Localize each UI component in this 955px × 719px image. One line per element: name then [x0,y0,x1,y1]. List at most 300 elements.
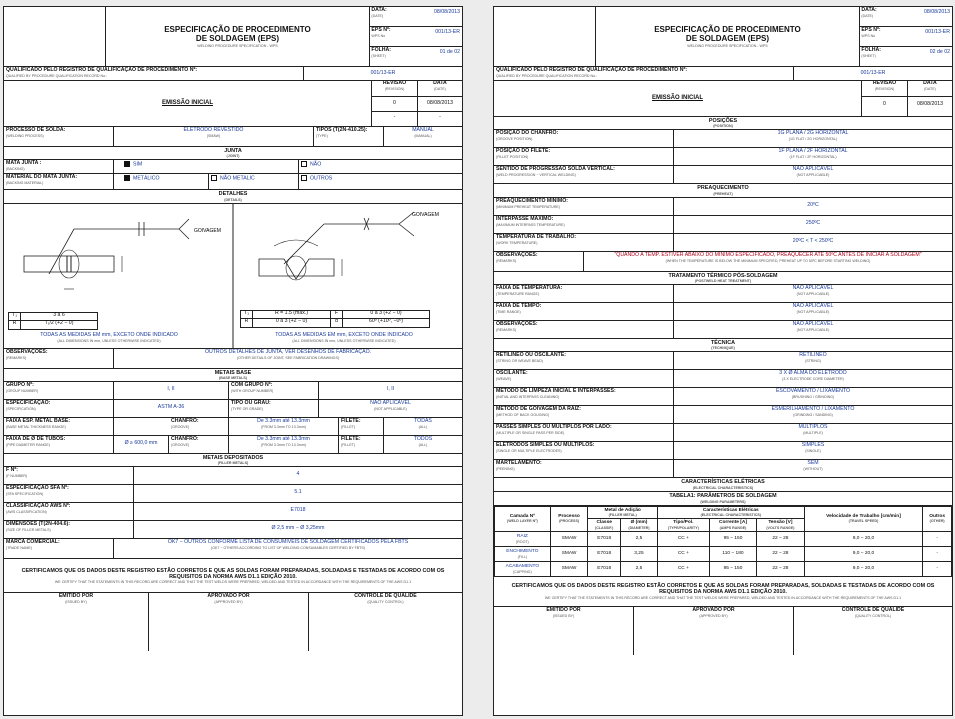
groove-value: De 3.3mm até 13.3mm [257,417,310,424]
aws-class-label: CLASSIFICAÇÃO AWS Nº: [6,503,71,510]
revision-date-label-2: DATA [923,81,937,86]
quality-control-sub-2: (QUALITY CONTROL) [854,613,892,618]
eps-value-2: 001/13-ER [925,29,950,35]
table-row [495,561,952,576]
metallic-label: METÁLICO [133,175,160,182]
backing-material-row [4,174,462,190]
passes-sub: (MULTIPLE OR SINGLE PASS PER SIDE) [496,431,565,436]
th-diameter-label: Ø (mm) [630,520,648,526]
size-value: Ø 2,5 mm − Ø 3,25mm [271,525,325,532]
specification-row [4,400,462,418]
trade-name-value: OK7 − OUTROS CONFORME LISTA DE CONSUMÍVEIS DE SOLDAGEM CERTIFICADOS PELA FBTS [167,539,409,546]
pwht-remarks-sub: (REMARKS) [496,327,517,332]
left-dim-t1-label: T₁ [9,313,21,320]
section-base-metals-title: METAIS BASE [214,369,252,376]
revision-value-2: 0 [883,101,886,107]
preheat-remarks-row [494,252,952,272]
title-line-1: ESPECIFICAÇÃO DE PROCEDIMENTO [164,24,311,34]
types-value-sub: (MANUAL) [414,133,432,138]
groove-label: CHANFRO: [171,417,199,424]
cell-layer [495,546,551,561]
date-label: DATA: [371,7,387,13]
right-dim-alpha-value: 60º (+10º, −0º) [369,317,403,324]
table-title-sub: (WELDING PARAMETERS) [700,499,746,504]
time-range-sub: (TIME RANGE) [496,309,521,314]
section-preheat-title: PREAQUECIMENTO [697,185,749,192]
section-joint-sub: (JOINT) [226,154,240,159]
groove-position-value-sub: (1G FLAT / 2G HORIZONTAL) [788,137,838,142]
specification-sub: (SPECIFICATION) [6,406,36,411]
quality-control-label: CONTROLE DE QUALIDE [354,593,417,600]
section-details-title: DETALHES [218,191,248,198]
cleaning-value: ESCOVAMENTO / LIXAMENTO [775,388,851,395]
eps-value: 001/13-ER [435,29,460,35]
header-meta-2 [860,7,952,66]
fillet-value: TODAS [414,417,432,424]
types-sub: (TYPE) [316,133,328,138]
certification-text-2: CERTIFICAMOS QUE OS DADOS DESTE REGISTRO ESTÃO CORRETOS E QUE AS SOLDAS FORAM PREPARADAS, SOLDADAS E TESTADAS DE ACORDO COM OS REQUISITOS DA NORMA AWS D1.1 EDIÇÃO 2010. [511,583,935,596]
th-speed-sub: (TRAVEL SPEED) [848,519,879,524]
sheet-label: FOLHA: [371,47,391,53]
revision-dash: - [393,114,396,120]
pwht-remarks-value-sub: (NOT APPLICABLE) [796,327,830,332]
trade-name-sub: (TRADE NAME) [6,546,32,551]
table-title-text: TABELA1: PARÂMETROS DE SOLDAGEM [669,493,777,500]
section-positions-sub: (POSITION) [713,124,733,129]
cell-polarity: CC + [657,531,709,546]
process-sub: (WELDING PROCESS) [6,133,44,138]
preheat-remarks-value-sub: (WHEN THE TEMPERATURE IS BELOW THE MINIMUM SPECIFIED, PREHEAT UP TO 50ºC BEFORE STARTING WELDING) [665,258,871,263]
backing-material-sub: (BACKING MATERIAL) [6,181,44,186]
pwht-remarks-label: OBSERVAÇÕES: [496,320,538,327]
joint-remarks-label: OBSERVAÇÕES: [6,348,48,355]
section-joint [4,147,462,160]
section-filler-metals-sub: (FILLER METALS) [217,461,249,466]
title-line-1-2: ESPECIFICAÇÃO DE PROCEDIMENTO [654,24,801,34]
svg-text:GOIVAGEM: GOIVAGEM [194,227,221,234]
peening-row [494,460,952,478]
qualified-row-2 [494,67,952,81]
cell-current: 110 − 180 [709,546,756,561]
grade-label: TIPO OU GRAU: [231,399,271,406]
trade-name-row [4,539,462,559]
right-dim-note [254,333,434,343]
cell-voltage: 22 − 28 [757,531,805,546]
electrodes-label: ELETRODOS SIMPLES OU MÚLTIPLOS: [496,442,595,449]
pipe-groove-value: De 3.3mm até 13.3mm [257,435,310,442]
min-preheat-row [494,198,952,216]
left-dim-note-text: TODAS AS MEDIDAS EM mm, EXCETO ONDE INDICADO [40,331,178,338]
progression-row [494,166,952,184]
interpass-row [494,216,952,234]
pipe-label: FAIXA DE Ø DE TUBOS: [6,435,66,442]
temp-range-value-sub: (NOT APPLICABLE) [796,291,830,296]
cell-diameter: 2,5 [621,531,658,546]
cell-other: - [923,561,952,576]
interpass-value: 250ºC [805,219,821,226]
cell-current: 95 − 150 [709,561,756,576]
revision-date-dash: - [439,114,441,120]
section-filler-metals-title: METAIS DEPOSITADOS [202,454,264,461]
th-class-sub: (CLASSIF.) [595,525,614,530]
section-electrical-sub: (ELECTRICAL CHARACTERISTICS) [692,485,754,490]
certification-sub: WE CERTIFY THAT THE STATEMENTS IN THIS RECORD ARE CORRECT AND THAT THE TEST WELDS WERE PREPARED, WELDED AND TESTED IN ACCORDANCE WITH THE REQUIREMENTS OF THE AWS D1.1 [54,579,412,584]
groove-position-value: 1G PLANA / 2G HORIZONTAL [777,130,849,137]
joint-remarks-row [4,349,462,369]
section-pwht [494,272,952,285]
backing-sub: (BACKING) [6,167,25,172]
pipe-sub: (PIPE DIAMETER RANGE) [6,442,50,447]
groove-position-row [494,130,952,148]
date-value-2: 08/08/2013 [924,9,950,15]
fillet-value-sub: (ALL) [418,424,428,429]
fillet-position-sub: (FILLET POSITION) [496,155,529,160]
cell-diameter: 2,5 [621,561,658,576]
revision-block [4,81,462,127]
eps-sub: WPS No [371,33,386,38]
fillet-label: FILETE: [341,417,361,424]
th-filler-sub: (FILLER METAL) [608,513,637,518]
sfa-value: 5.1 [294,489,302,496]
th-voltage [757,519,805,532]
approved-by-sub-2: (APPROVED BY) [699,613,728,618]
th-electrical [657,506,804,519]
section-filler-metals [4,454,462,467]
weave-sub: (WEAVE) [496,377,512,382]
thickness-row [4,418,462,436]
eps-label: EPS Nº: [371,27,391,33]
time-range-value-sub: (NOT APPLICABLE) [796,309,830,314]
revision-sub: (REVISION) [384,86,405,91]
title-line-2: DE SOLDAGEM (EPS) [195,34,280,44]
date-label-2: DATA: [861,7,877,13]
eps-sub-2: WPS No [861,33,876,38]
cell-voltage: 22 − 28 [757,546,805,561]
table-title [494,492,952,505]
progression-label: SENTIDO DE PROGRESSÃO SOLDA VERTICAL: [496,166,615,173]
non-metallic-label: NÃO METALIC [220,175,255,182]
th-electrical-sub: (ELECTRICAL CHARACTERISTICS) [700,513,762,518]
group-sub: (GROUP NUMBER) [6,388,39,393]
pwht-remarks-row [494,321,952,339]
logo-area [4,7,106,66]
grade-sub: (TYPE OR GRADE) [231,406,263,411]
qualified-value: 001/13-ER [370,70,396,76]
types-value: MANUAL [412,127,434,133]
fillet-position-value-sub: (1F FLAT / 2F HORIZONTAL) [789,155,837,160]
groove-sub: (GROOVE) [171,424,190,429]
gouging-sub: (METHOD OF BACK GOUGING) [496,413,550,418]
right-dim-note-sub: (ALL DIMENSIONS IN mm, UNLESS OTHERWISE INDICATED) [292,338,396,343]
quality-control-label-2: CONTROLE DE QUALIDE [841,606,905,613]
quality-control-sub: (QUALITY CONTROL) [367,600,404,605]
time-range-row [494,303,952,321]
cell-layer-sub: (CAPPING) [513,569,532,574]
backing-material-label: MATERIAL DO MATA JUNTA: [6,174,78,181]
pipe-fillet-sub: (FILLET) [341,442,356,447]
pipe-fillet-value: TODOS [413,435,433,442]
temp-range-label: FAIXA DE TEMPERATURA: [496,284,563,291]
specification-value: ASTM A-36 [114,400,229,417]
th-process-label: Processo [558,513,580,519]
right-dim-t1-label: T₁ [241,311,253,318]
section-technique-title: TÉCNICA [711,339,735,346]
process-label: PROCESSO DE SOLDA: [6,127,66,133]
th-layer [495,506,551,531]
work-temp-row [494,234,952,252]
qualified-value-2: 001/13-ER [860,70,886,76]
string-row [494,352,952,370]
gouging-value-sub: (GRINDING / SANDING) [793,413,833,418]
logo-area-2 [494,7,596,66]
th-polarity-label: Tipo/Pol. [673,520,694,526]
left-dim-note [24,333,194,343]
right-dim-r-value: 0 a 3 (+2 − 0) [253,319,331,327]
th-voltage-sub: (VOLTS RANGE) [766,525,795,530]
gouging-row [494,406,952,424]
interpass-sub: (MAXIMUM INTERPASS TEMPERATURE) [496,222,565,227]
cell-diameter: 3,25 [621,546,658,561]
section-details [4,190,462,203]
backing-row [4,160,462,174]
section-electrical [494,478,952,492]
left-dim-table [8,312,98,330]
cell-process: SMAW [550,561,588,576]
work-temp-sub: (WORK TEMPERATURE) [496,240,538,245]
types-label: TIPOS (T(2N-410.25): [316,127,368,133]
backing-yes-label: SIM [133,161,143,168]
thickness-sub: (BASE METAL THICKNESS RANGE) [6,424,66,429]
th-current-label: Corrente [A] [718,520,747,526]
issued-by-sub-2: (ISSUED BY) [552,613,575,618]
preheat-remarks-label: OBSERVAÇÕES: [496,251,538,258]
header [4,7,462,67]
groove-position-label: POSIÇÃO DO CHANFRO: [496,130,559,137]
cell-speed: 9,0 − 20,0 [804,561,923,576]
sheet-sub: (SHEET) [371,53,386,58]
fnumber-sub: (F NUMBER) [6,474,28,479]
right-dim-table [240,310,430,328]
title-sub: WELDING PROCEDURE SPECIFICATION - WPS [197,44,278,49]
process-row [4,127,462,147]
cleaning-value-sub: (BRUSHING / GRINDING) [791,395,835,400]
cell-voltage: 22 − 28 [757,561,805,576]
with-group-value: I, II [386,385,395,392]
th-speed-label: Velocidade de Trabalho [cm/min] [826,513,901,519]
th-class-label: Classe [596,520,612,526]
th-diameter [621,519,658,532]
non-metallic-checkbox[interactable] [211,175,217,181]
section-details-sub: (DETAILS) [224,197,242,202]
issued-by-sub: (ISSUED BY) [65,600,87,605]
cleaning-label: MÉTODO DE LIMPEZA INICIAL E INTERPASSES: [496,388,616,395]
date-value: 08/08/2013 [434,9,460,15]
th-process-sub: (PROCESS) [559,519,580,524]
cell-other: - [923,531,952,546]
backing-yes-checkbox[interactable] [124,161,130,167]
th-diameter-sub: (DIAMETER) [628,525,650,530]
right-dim-f-label: F [331,311,343,318]
revision-label: REVISÃO [382,81,407,86]
joint-drawings [4,204,462,349]
pipe-groove-sub: (GROOVE) [171,442,190,447]
backing-no-checkbox[interactable] [301,161,307,167]
left-dim-r-value: T₁/2 (+2 − 0) [44,319,74,326]
cell-layer [495,531,551,546]
interpass-label: INTERPASSE MÁXIMO: [496,215,554,222]
size-label: DIMENSÕES (T(2N-404.6): [6,521,70,528]
qualified-row [4,67,462,81]
left-dim-r-label: R [9,321,21,329]
section-base-metals-sub: (BASE METALS) [219,375,247,380]
passes-row [494,424,952,442]
qualified-sub: QUALIFIED BY PROCEDURE QUALIFICATION RECORD No.: [6,73,108,78]
cell-polarity: CC + [657,546,709,561]
header-meta [370,7,462,66]
grade-value: NÃO APLICÁVEL [370,399,411,406]
revision-date-label: DATA [433,81,447,86]
table-row [495,546,952,561]
approved-by-label: APROVADO POR [207,593,250,600]
th-current-sub: (AMPS RANGE) [719,525,747,530]
th-filler [588,506,658,519]
qualified-label: QUALIFICADO PELO REGISTRO DE QUALIFICAÇÃO DE PROCEDIMENTO Nº: [6,67,198,73]
metallic-checkbox[interactable] [124,175,130,181]
fnumber-value: 4 [296,471,300,478]
issued-by-label: EMITIDO POR [58,593,94,600]
section-joint-title: JUNTA [224,148,242,154]
th-process [550,506,588,531]
revision-date-sub-2: (DATE) [924,86,936,91]
title-sub-2: WELDING PROCEDURE SPECIFICATION - WPS [687,44,768,49]
groove-value-sub: (FROM 3.3mm TO 13.3mm) [261,424,306,429]
pipe-row [4,436,462,454]
gouging-label: MÉTODO DE GOIVAGEM DA RAIZ: [496,406,581,413]
th-voltage-label: Tensão [V] [768,520,793,526]
passes-label: PASSES SIMPLES OU MÚLTIPLOS POR LADO: [496,424,612,431]
cleaning-sub: (INITIAL AND INTERPASS CLEANING) [496,395,560,400]
work-temp-value: 20ºC < T < 250ºC [792,237,834,244]
right-dim-r-label: R [241,319,253,327]
joint-remarks-value: OUTROS DETALHES DE JUNTA, VER DESENHOS DE FABRICAÇÃO. [204,348,372,355]
cell-layer-text: RAIZ [516,534,528,540]
cell-other: - [923,546,952,561]
left-dim-t1-value: 3 a 6 [53,311,65,318]
electrodes-row [494,442,952,460]
th-layer-sub: (WELD LAYER Nº) [507,519,538,524]
sheet-value-2: 02 de 02 [929,49,950,55]
others-checkbox[interactable] [301,175,307,181]
th-filler-label: Metal de Adição [604,507,641,513]
approved-by-sub: (APPROVED BY) [214,600,243,605]
cell-speed: 9,0 − 20,0 [804,546,923,561]
date-sub: (DATE) [371,13,384,18]
sfa-label: ESPECIFICAÇÃO SFA Nº: [6,485,69,492]
size-row [4,521,462,539]
wps-sheet-1 [3,6,463,716]
revision-block-2 [494,81,952,117]
thickness-label: FAIXA ESP. METAL BASE: [6,417,71,424]
th-class [588,519,621,532]
th-speed [804,506,923,531]
cell-layer-sub: (ROOT) [515,539,529,544]
string-sub: (STRING OR WEAVE BEAD) [496,359,543,364]
section-technique-sub: (TECHNIQUE) [711,346,735,351]
passes-value: MÚLTIPLOS [798,424,828,431]
grade-value-sub: (NOT APPLICABLE) [374,406,407,411]
temp-range-sub: (TEMPERATURE RANGE) [496,291,540,296]
weave-value-sub: (3 X ELECTRODE CORE DIAMETER) [782,377,844,382]
eps-label-2: EPS Nº: [861,27,881,33]
section-positions-title: POSIÇÕES [708,118,738,124]
th-polarity-sub: (TYPE/POLARITY) [667,525,699,530]
backing-label: MATA JUNTA : [6,160,42,167]
trade-name-value-sub: (OK7 − OTHERS ACCORDING TO LIST OF WELDING CONSUMABLES CERTIFIED BY FBTS) [211,546,365,551]
svg-text:GOIVAGEM: GOIVAGEM [412,211,439,218]
weave-row [494,370,952,388]
cell-class: E7018 [588,546,621,561]
peening-label: MARTELAMENTO: [496,460,542,467]
cell-layer-sub: (FILL) [517,554,528,559]
passes-value-sub: (MULTIPLE) [803,431,823,436]
with-group-label: COM GRUPO Nº: [231,381,273,388]
min-preheat-label: PREAQUECIMENTO MÍNIMO: [496,197,568,204]
cell-current: 95 − 150 [709,531,756,546]
time-range-value: NÃO APLICÁVEL [792,302,834,309]
sheet-value: 01 de 02 [439,49,460,55]
joint-remarks-value-sub: (OTHER DETAILS OF JOINT, SEE FABRICATION DRAWINGS) [236,355,340,360]
section-technique [494,339,952,352]
others-label: OUTROS [310,175,333,182]
wps-sheet-2 [493,6,953,716]
groove-position-sub: (GROOVE POSITION) [496,137,533,142]
temp-range-value: NÃO APLICÁVEL [792,284,834,291]
header-2 [494,7,952,67]
revision-date-value: 08/08/2013 [418,97,462,112]
cell-layer-text: ACABAMENTO [505,564,540,570]
cell-class: E7018 [588,561,621,576]
aws-class-row [4,503,462,521]
certification [4,559,462,593]
group-label: GRUPO Nº: [6,381,34,388]
right-dim-note-text: TODAS AS MEDIDAS EM mm, EXCETO ONDE INDICADO [275,331,413,338]
progression-value: NÃO APLICÁVEL [792,166,834,173]
cell-speed: 9,0 − 20,0 [804,531,923,546]
section-pwht-title: TRATAMENTO TÉRMICO PÓS-SOLDAGEM [668,272,778,279]
min-preheat-value: 20ºC [807,201,819,208]
weave-value: 3 X Ø ALMA DO ELETRODO [779,370,847,377]
revision-label-2: REVISÃO [872,81,897,86]
weave-label: OSCILANTE: [496,370,528,377]
specification-label: ESPECIFICAÇÃO: [6,399,51,406]
title-line-2-2: DE SOLDAGEM (EPS) [685,34,770,44]
preheat-remarks-value: "QUANDO A TEMP. ESTIVER ABAIXO DO MÍNIMO ESPECIFICADO, PREAQUECER ATÉ 50ºC ANTES DE INICIAR A SOLDAGEM" [614,251,922,258]
table-row [495,531,952,546]
qualified-sub-2: QUALIFIED BY PROCEDURE QUALIFICATION RECORD No.: [496,73,598,78]
pipe-groove-label: CHANFRO: [171,435,199,442]
qualified-label-2: QUALIFICADO PELO REGISTRO DE QUALIFICAÇÃO DE PROCEDIMENTO Nº: [496,67,688,73]
left-joint-drawing [24,219,189,289]
string-value: RETILÍNEO [799,352,827,359]
th-other [923,506,952,531]
revision-sub-2: (REVISION) [874,86,895,91]
preheat-remarks-sub: (REMARKS) [496,258,517,263]
signatures [4,593,462,651]
cell-layer [495,561,551,576]
sheet-sub-2: (SHEET) [861,53,876,58]
header-title [106,7,371,66]
string-label: RETILÍNEO OU OSCILANTE: [496,352,567,359]
